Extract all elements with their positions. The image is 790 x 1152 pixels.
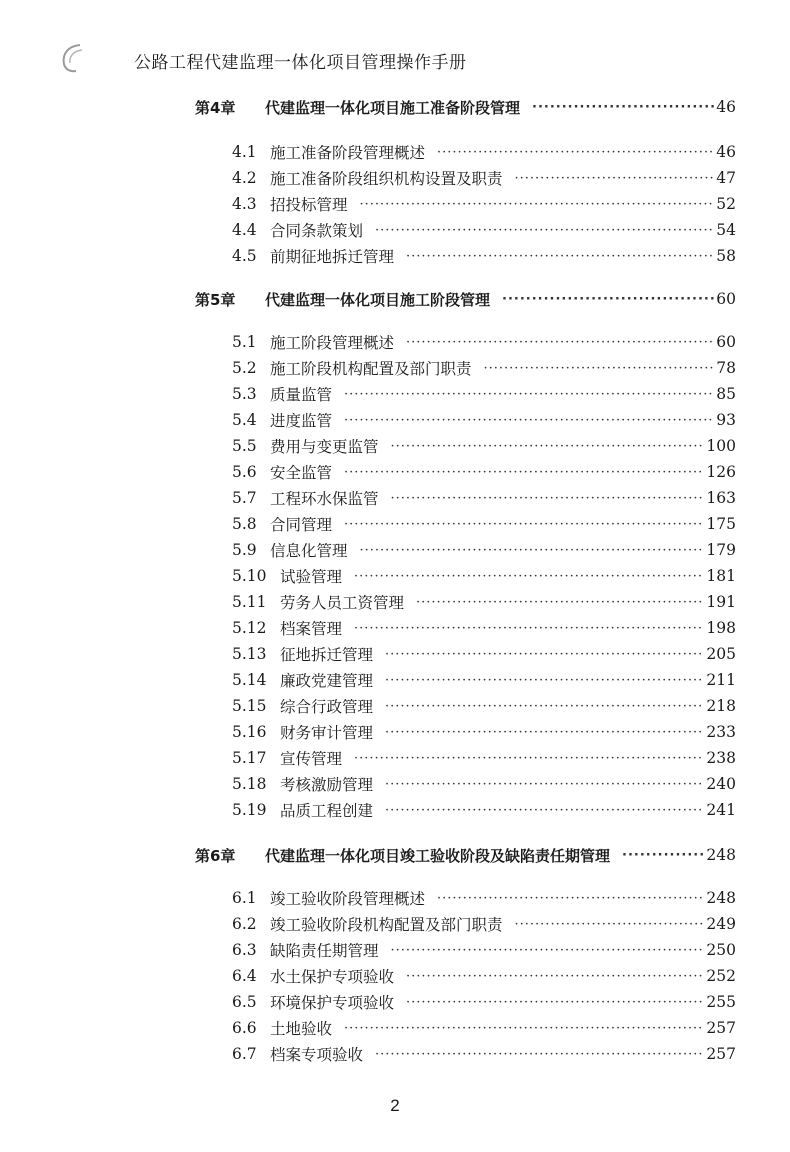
entry-page-number: 248	[706, 846, 736, 864]
entry-title: 试验管理	[280, 568, 343, 586]
entry-title: 竣工验收阶段管理概述	[270, 890, 426, 908]
entry-number: 4.5	[232, 247, 257, 265]
entry-number: 5.6	[232, 463, 257, 481]
dot-leader	[398, 995, 704, 1010]
entry-number: 6.4	[232, 967, 257, 985]
toc-chapter-entry[interactable]	[195, 843, 736, 867]
toc-section-entry[interactable]	[232, 642, 736, 666]
dot-leader	[346, 569, 704, 584]
entry-title: 施工准备阶段组织机构设置及职责	[270, 170, 503, 188]
entry-title: 代建监理一体化项目竣工验收阶段及缺陷责任期管理	[265, 846, 611, 865]
dot-leader	[398, 335, 714, 350]
toc-section-entry[interactable]	[232, 244, 736, 268]
toc-section-entry[interactable]	[232, 330, 736, 354]
entry-title: 合同管理	[270, 516, 333, 534]
entry-page-number: 257	[706, 1019, 736, 1037]
entry-number: 第6章	[195, 846, 236, 865]
entry-page-number: 250	[706, 941, 736, 959]
entry-page-number: 233	[706, 723, 736, 741]
toc-section-entry[interactable]	[232, 356, 736, 380]
dot-leader	[429, 145, 714, 160]
entry-number: 6.7	[232, 1045, 257, 1063]
entry-page-number: 249	[706, 915, 736, 933]
toc-section-entry[interactable]	[232, 538, 736, 562]
entry-number: 5.15	[232, 697, 267, 715]
entry-page-number: 78	[716, 359, 736, 377]
entry-page-number: 100	[706, 437, 736, 455]
entry-number: 6.6	[232, 1019, 257, 1037]
toc-section-entry[interactable]	[232, 382, 736, 406]
entry-number: 5.2	[232, 359, 257, 377]
entry-title: 安全监管	[270, 464, 333, 482]
toc-section-entry[interactable]	[232, 912, 736, 936]
entry-page-number: 218	[706, 697, 736, 715]
entry-page-number: 85	[716, 385, 736, 403]
toc-section-entry[interactable]	[232, 192, 736, 216]
entry-title: 财务审计管理	[280, 724, 374, 742]
entry-number: 4.3	[232, 195, 257, 213]
entry-page-number: 240	[706, 775, 736, 793]
dot-leader	[614, 848, 704, 863]
dot-leader	[524, 100, 714, 115]
toc-chapter-entry[interactable]	[195, 287, 736, 311]
entry-title: 合同条款策划	[270, 222, 364, 240]
dot-leader	[398, 969, 704, 984]
toc-section-entry[interactable]	[232, 218, 736, 242]
entry-title: 竣工验收阶段机构配置及部门职责	[270, 916, 503, 934]
toc-section-entry[interactable]	[232, 938, 736, 962]
toc-section-entry[interactable]	[232, 886, 736, 910]
page-number: 2	[390, 1096, 400, 1115]
dot-leader	[336, 387, 714, 402]
entry-title: 征地拆迁管理	[280, 646, 374, 664]
dot-leader	[429, 891, 704, 906]
entry-number: 5.17	[232, 749, 267, 767]
entry-number: 5.18	[232, 775, 267, 793]
entry-page-number: 93	[716, 411, 736, 429]
dot-leader	[346, 751, 704, 766]
dot-leader	[408, 595, 704, 610]
entry-number: 5.12	[232, 619, 267, 637]
entry-page-number: 198	[706, 619, 736, 637]
toc-section-entry[interactable]	[232, 772, 736, 796]
dot-leader	[336, 1021, 704, 1036]
header-title: 公路工程代建监理一体化项目管理操作手册	[134, 53, 467, 73]
toc-section-entry[interactable]	[232, 140, 736, 164]
entry-number: 5.4	[232, 411, 257, 429]
dot-leader	[507, 171, 715, 186]
entry-page-number: 179	[706, 541, 736, 559]
entry-page-number: 241	[706, 801, 736, 819]
entry-title: 施工阶段管理概述	[270, 334, 395, 352]
entry-page-number: 46	[716, 98, 736, 116]
entry-page-number: 238	[706, 749, 736, 767]
entry-number: 5.14	[232, 671, 267, 689]
dot-leader	[476, 361, 715, 376]
entry-page-number: 248	[706, 889, 736, 907]
entry-page-number: 60	[716, 290, 736, 308]
entry-page-number: 191	[706, 593, 736, 611]
toc-section-entry[interactable]	[232, 460, 736, 484]
entry-number: 5.8	[232, 515, 257, 533]
entry-number: 5.7	[232, 489, 257, 507]
entry-number: 6.1	[232, 889, 257, 907]
entry-number: 5.1	[232, 333, 257, 351]
entry-number: 5.5	[232, 437, 257, 455]
entry-page-number: 163	[706, 489, 736, 507]
entry-number: 4.4	[232, 221, 257, 239]
entry-page-number: 205	[706, 645, 736, 663]
toc-section-entry[interactable]	[232, 166, 736, 190]
entry-page-number: 252	[706, 967, 736, 985]
dot-leader	[494, 292, 714, 307]
entry-title: 考核激励管理	[280, 776, 374, 794]
entry-title: 信息化管理	[270, 542, 348, 560]
toc-chapter-entry[interactable]	[195, 95, 736, 119]
dot-leader	[377, 725, 704, 740]
toc-section-entry[interactable]	[232, 590, 736, 614]
entry-page-number: 181	[706, 567, 736, 585]
entry-page-number: 52	[716, 195, 736, 213]
entry-title: 工程环水保监管	[270, 490, 379, 508]
toc-section-entry[interactable]	[232, 512, 736, 536]
entry-number: 5.10	[232, 567, 267, 585]
entry-page-number: 211	[706, 671, 736, 689]
entry-title: 施工阶段机构配置及部门职责	[270, 360, 472, 378]
entry-page-number: 60	[716, 333, 736, 351]
toc-section-entry[interactable]	[232, 1016, 736, 1040]
entry-title: 进度监管	[270, 412, 333, 430]
toc-section-entry[interactable]	[232, 486, 736, 510]
toc-section-entry[interactable]	[232, 1042, 736, 1066]
dot-leader	[383, 439, 705, 454]
entry-title: 品质工程创建	[280, 802, 374, 820]
entry-title: 招投标管理	[270, 196, 348, 214]
entry-number: 5.11	[232, 593, 267, 611]
dot-leader	[398, 249, 714, 264]
toc-section-entry[interactable]	[232, 434, 736, 458]
dot-leader	[336, 517, 704, 532]
entry-title: 廉政党建管理	[280, 672, 374, 690]
toc-section-entry[interactable]	[232, 720, 736, 744]
dot-leader	[352, 197, 715, 212]
entry-number: 5.13	[232, 645, 267, 663]
dot-leader	[377, 647, 704, 662]
entry-page-number: 58	[716, 247, 736, 265]
entry-number: 第5章	[195, 290, 236, 309]
entry-number: 5.9	[232, 541, 257, 559]
dot-leader	[367, 1047, 704, 1062]
dot-leader	[377, 673, 704, 688]
dot-leader	[507, 917, 705, 932]
entry-page-number: 255	[706, 993, 736, 1011]
dot-leader	[377, 777, 704, 792]
toc-section-entry[interactable]	[232, 746, 736, 770]
toc-section-entry[interactable]	[232, 408, 736, 432]
toc-section-entry[interactable]	[232, 964, 736, 988]
dot-leader	[336, 413, 714, 428]
entry-title: 代建监理一体化项目施工阶段管理	[265, 290, 491, 309]
entry-number: 5.16	[232, 723, 267, 741]
entry-title: 劳务人员工资管理	[280, 594, 405, 612]
entry-page-number: 126	[706, 463, 736, 481]
entry-title: 土地验收	[270, 1020, 333, 1038]
toc-section-entry[interactable]	[232, 668, 736, 692]
dot-leader	[377, 699, 704, 714]
dot-leader	[377, 803, 704, 818]
entry-title: 档案管理	[280, 620, 343, 638]
entry-page-number: 54	[716, 221, 736, 239]
dot-leader	[346, 621, 704, 636]
entry-title: 施工准备阶段管理概述	[270, 144, 426, 162]
toc-section-entry[interactable]	[232, 564, 736, 588]
entry-title: 档案专项验收	[270, 1046, 364, 1064]
entry-title: 前期征地拆迁管理	[270, 248, 395, 266]
toc-section-entry[interactable]	[232, 616, 736, 640]
entry-title: 质量监管	[270, 386, 333, 404]
entry-number: 4.1	[232, 143, 257, 161]
entry-title: 缺陷责任期管理	[270, 942, 379, 960]
dot-leader	[336, 465, 704, 480]
toc-section-entry[interactable]	[232, 990, 736, 1014]
entry-number: 5.3	[232, 385, 257, 403]
entry-title: 宣传管理	[280, 750, 343, 768]
entry-page-number: 47	[716, 169, 736, 187]
entry-number: 6.3	[232, 941, 257, 959]
entry-title: 水土保护专项验收	[270, 968, 395, 986]
entry-title: 费用与变更监管	[270, 438, 379, 456]
entry-title: 综合行政管理	[280, 698, 374, 716]
dot-leader	[383, 943, 705, 958]
entry-number: 4.2	[232, 169, 257, 187]
entry-number: 6.2	[232, 915, 257, 933]
entry-number: 5.19	[232, 801, 267, 819]
entry-title: 环境保护专项验收	[270, 994, 395, 1012]
entry-number: 第4章	[195, 98, 236, 117]
toc-section-entry[interactable]	[232, 798, 736, 822]
dot-leader	[367, 223, 714, 238]
dot-leader	[383, 491, 705, 506]
entry-number: 6.5	[232, 993, 257, 1011]
entry-page-number: 175	[706, 515, 736, 533]
toc-section-entry[interactable]	[232, 694, 736, 718]
entry-page-number: 257	[706, 1045, 736, 1063]
dot-leader	[352, 543, 705, 558]
entry-page-number: 46	[716, 143, 736, 161]
entry-title: 代建监理一体化项目施工准备阶段管理	[265, 98, 521, 117]
